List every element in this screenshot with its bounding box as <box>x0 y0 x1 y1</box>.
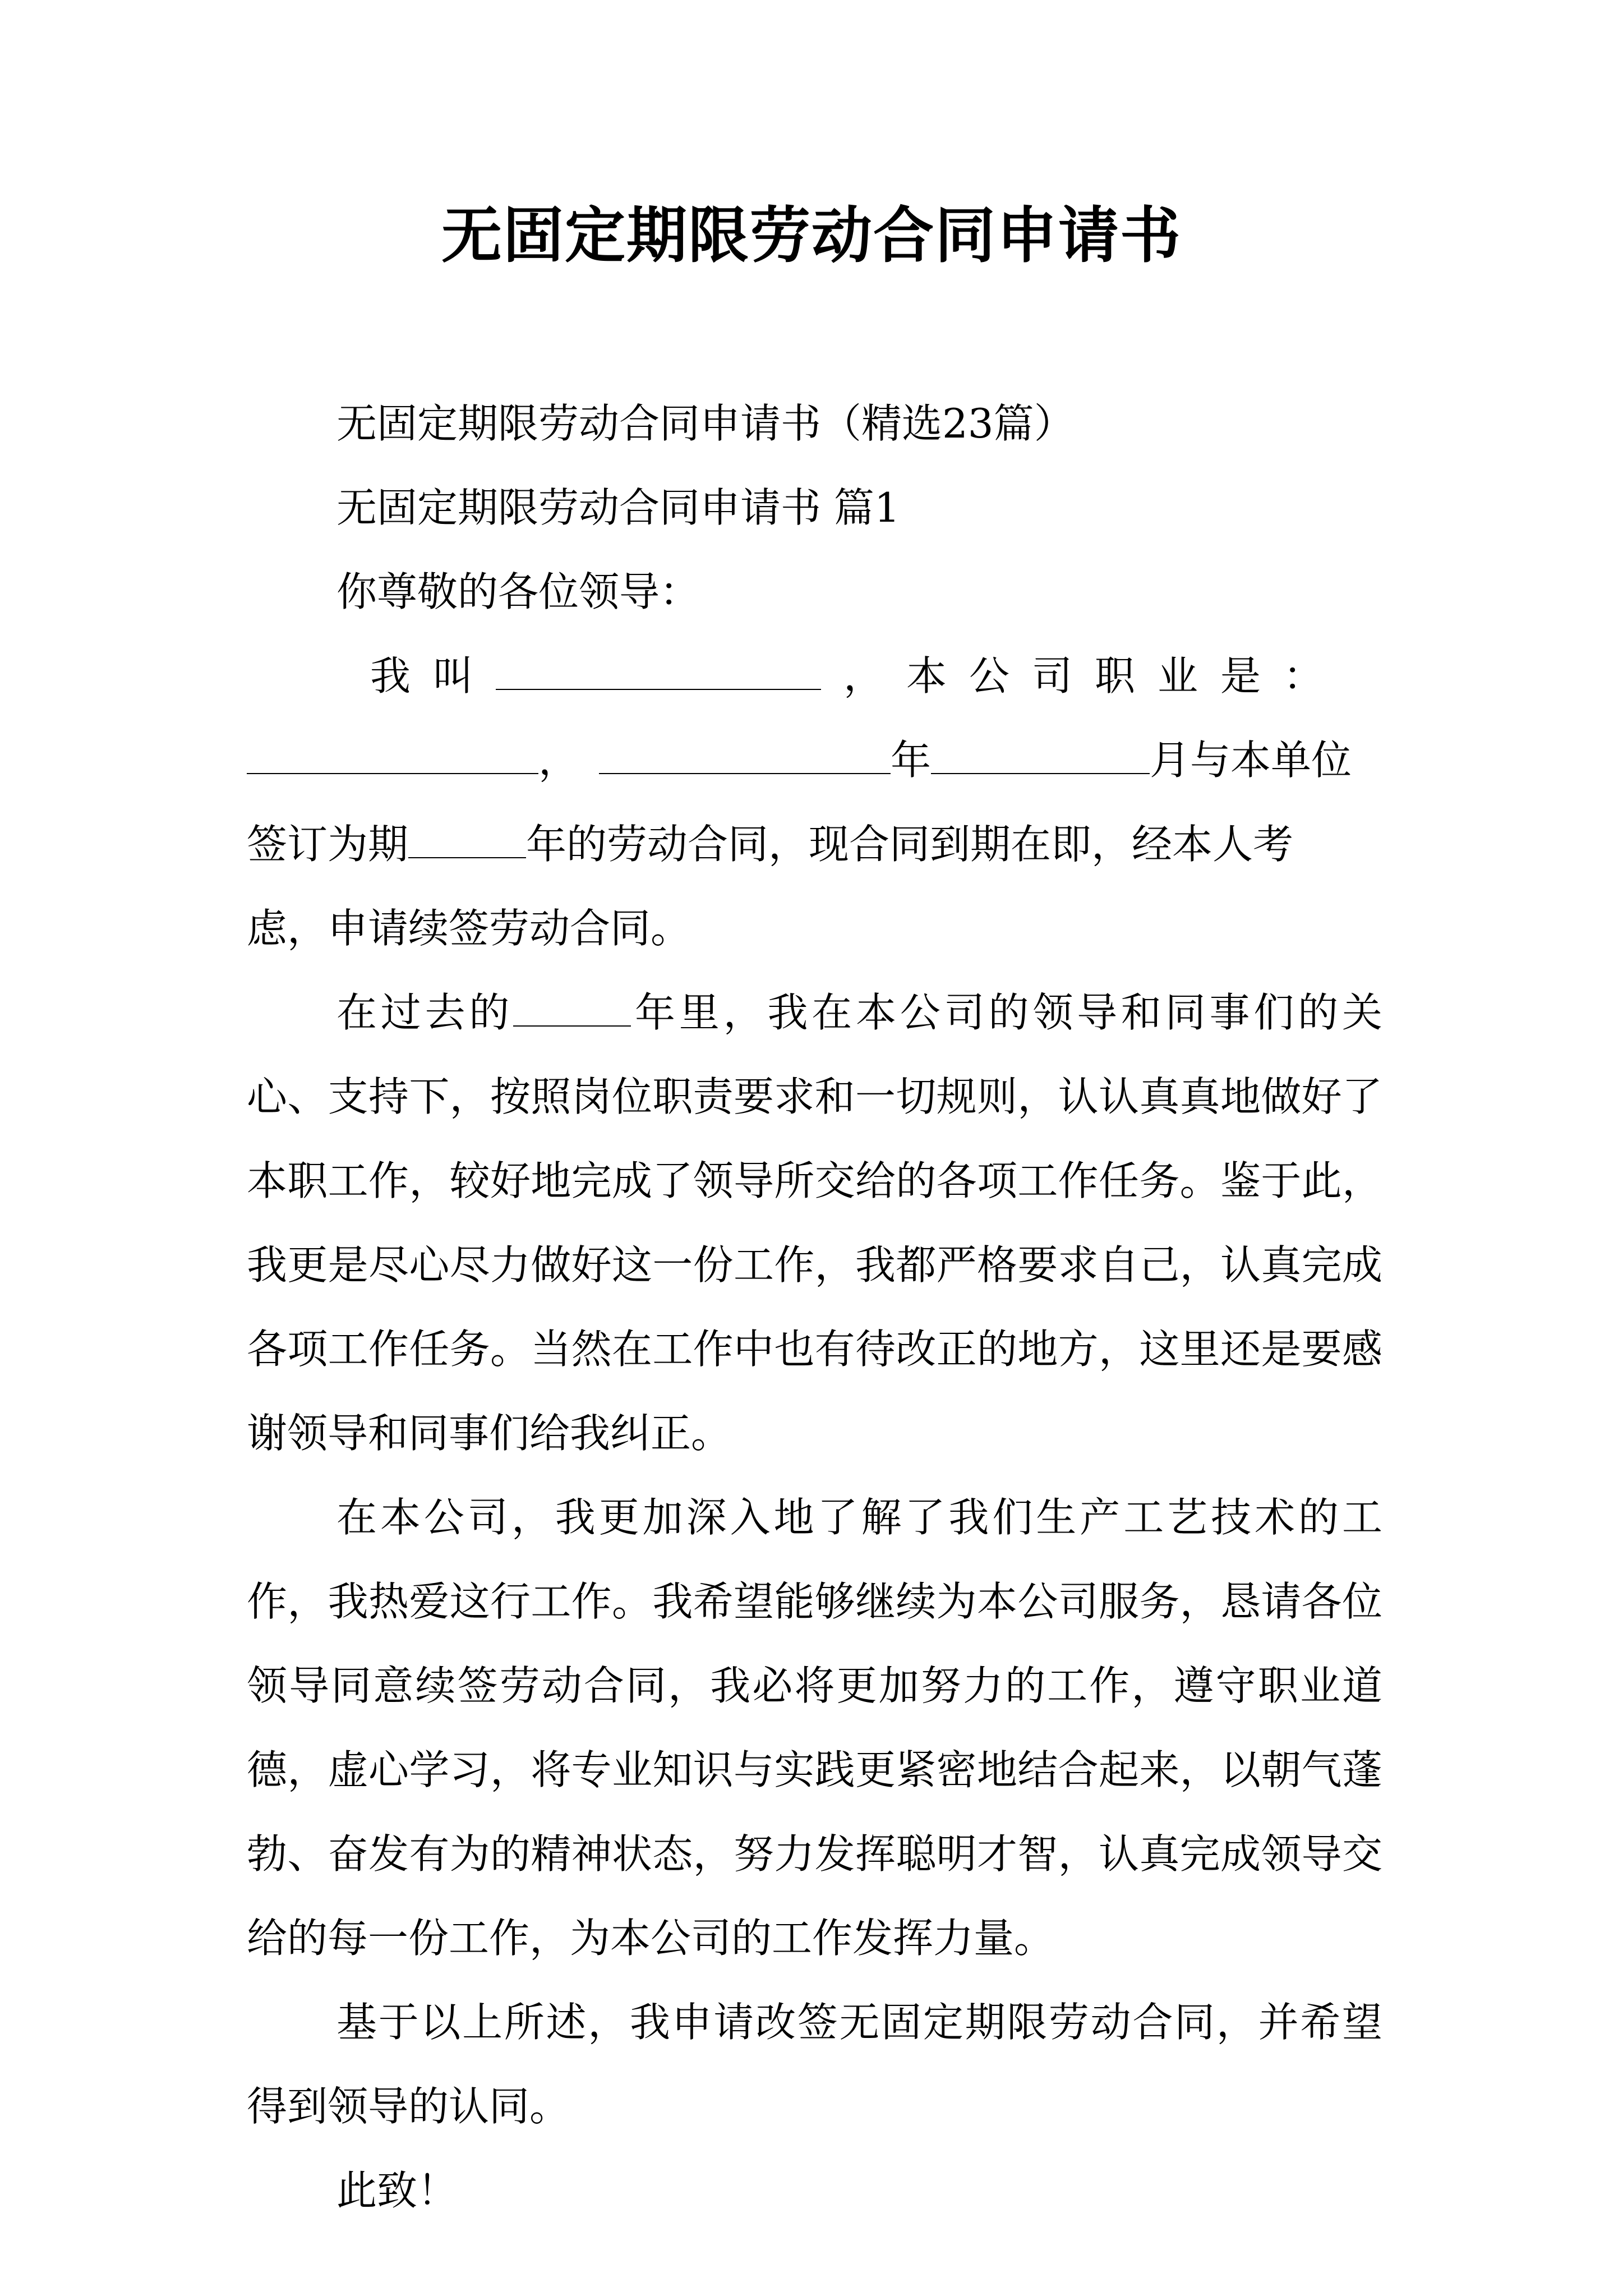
years-blank <box>513 991 631 1027</box>
document-body <box>247 381 1382 2233</box>
position-blank <box>247 738 538 774</box>
work-paragraph: 在本公司，我更加深入地了解了我们生产工艺技术的工作，我热爱这行工作。我希望能够继续为本公司服务，恳请各位领导同意续签劳动合同，我必将更加努力的工作，遵守职业道德，虚心学习，将专业知识与实践更紧密地结合起来，以朝气蓬勃、奋发有为的精神状态，努力发挥聪明才智，认真完成领导交给的每一份工作，为本公司的工作发挥力量。 <box>247 1494 1382 1962</box>
term-blank <box>408 822 526 858</box>
intro-paragraph <box>247 634 1382 970</box>
month-blank <box>931 738 1150 774</box>
name-blank <box>496 654 821 690</box>
past-years-paragraph: 在过去的 年里，我在本公司的领导和同事们的关心、支持下，按照岗位职责要求和一切规则，认认真真地做好了本职工作，较好地完成了领导所交给的各项工作任务。鉴于此，我更是尽心尽力做好这一份工作，我都严格要求自己，认真完成各项工作任务。当然在工作中也有待改正的地方，这里还是要感谢领导和同事们给我纠正。 <box>247 989 1382 1457</box>
salutation: 你尊敬的各位领导： <box>336 568 700 615</box>
intro-line-3: 签订为期 年的劳动合同，现合同到期在即，经本人考 <box>247 821 1294 868</box>
document-title: 无固定期限劳动合同申请书 <box>441 200 1182 271</box>
year-blank <box>599 738 891 774</box>
intro-line-2: ， 年 月与本单位 <box>247 718 1382 802</box>
closing: 此致！ <box>336 2167 458 2214</box>
request-paragraph: 基于以上所述，我申请改签无固定期限劳动合同，并希望得到领导的认同。 <box>247 1999 1382 2130</box>
intro-line-1: 我叫 ，本公司职业是： <box>370 652 1347 700</box>
subtitle: 无固定期限劳动合同申请书（精选23篇） <box>336 400 1075 447</box>
section-heading: 无固定期限劳动合同申请书 篇1 <box>336 484 900 531</box>
intro-line-4: 虑，申请续签劳动合同。 <box>247 905 691 952</box>
